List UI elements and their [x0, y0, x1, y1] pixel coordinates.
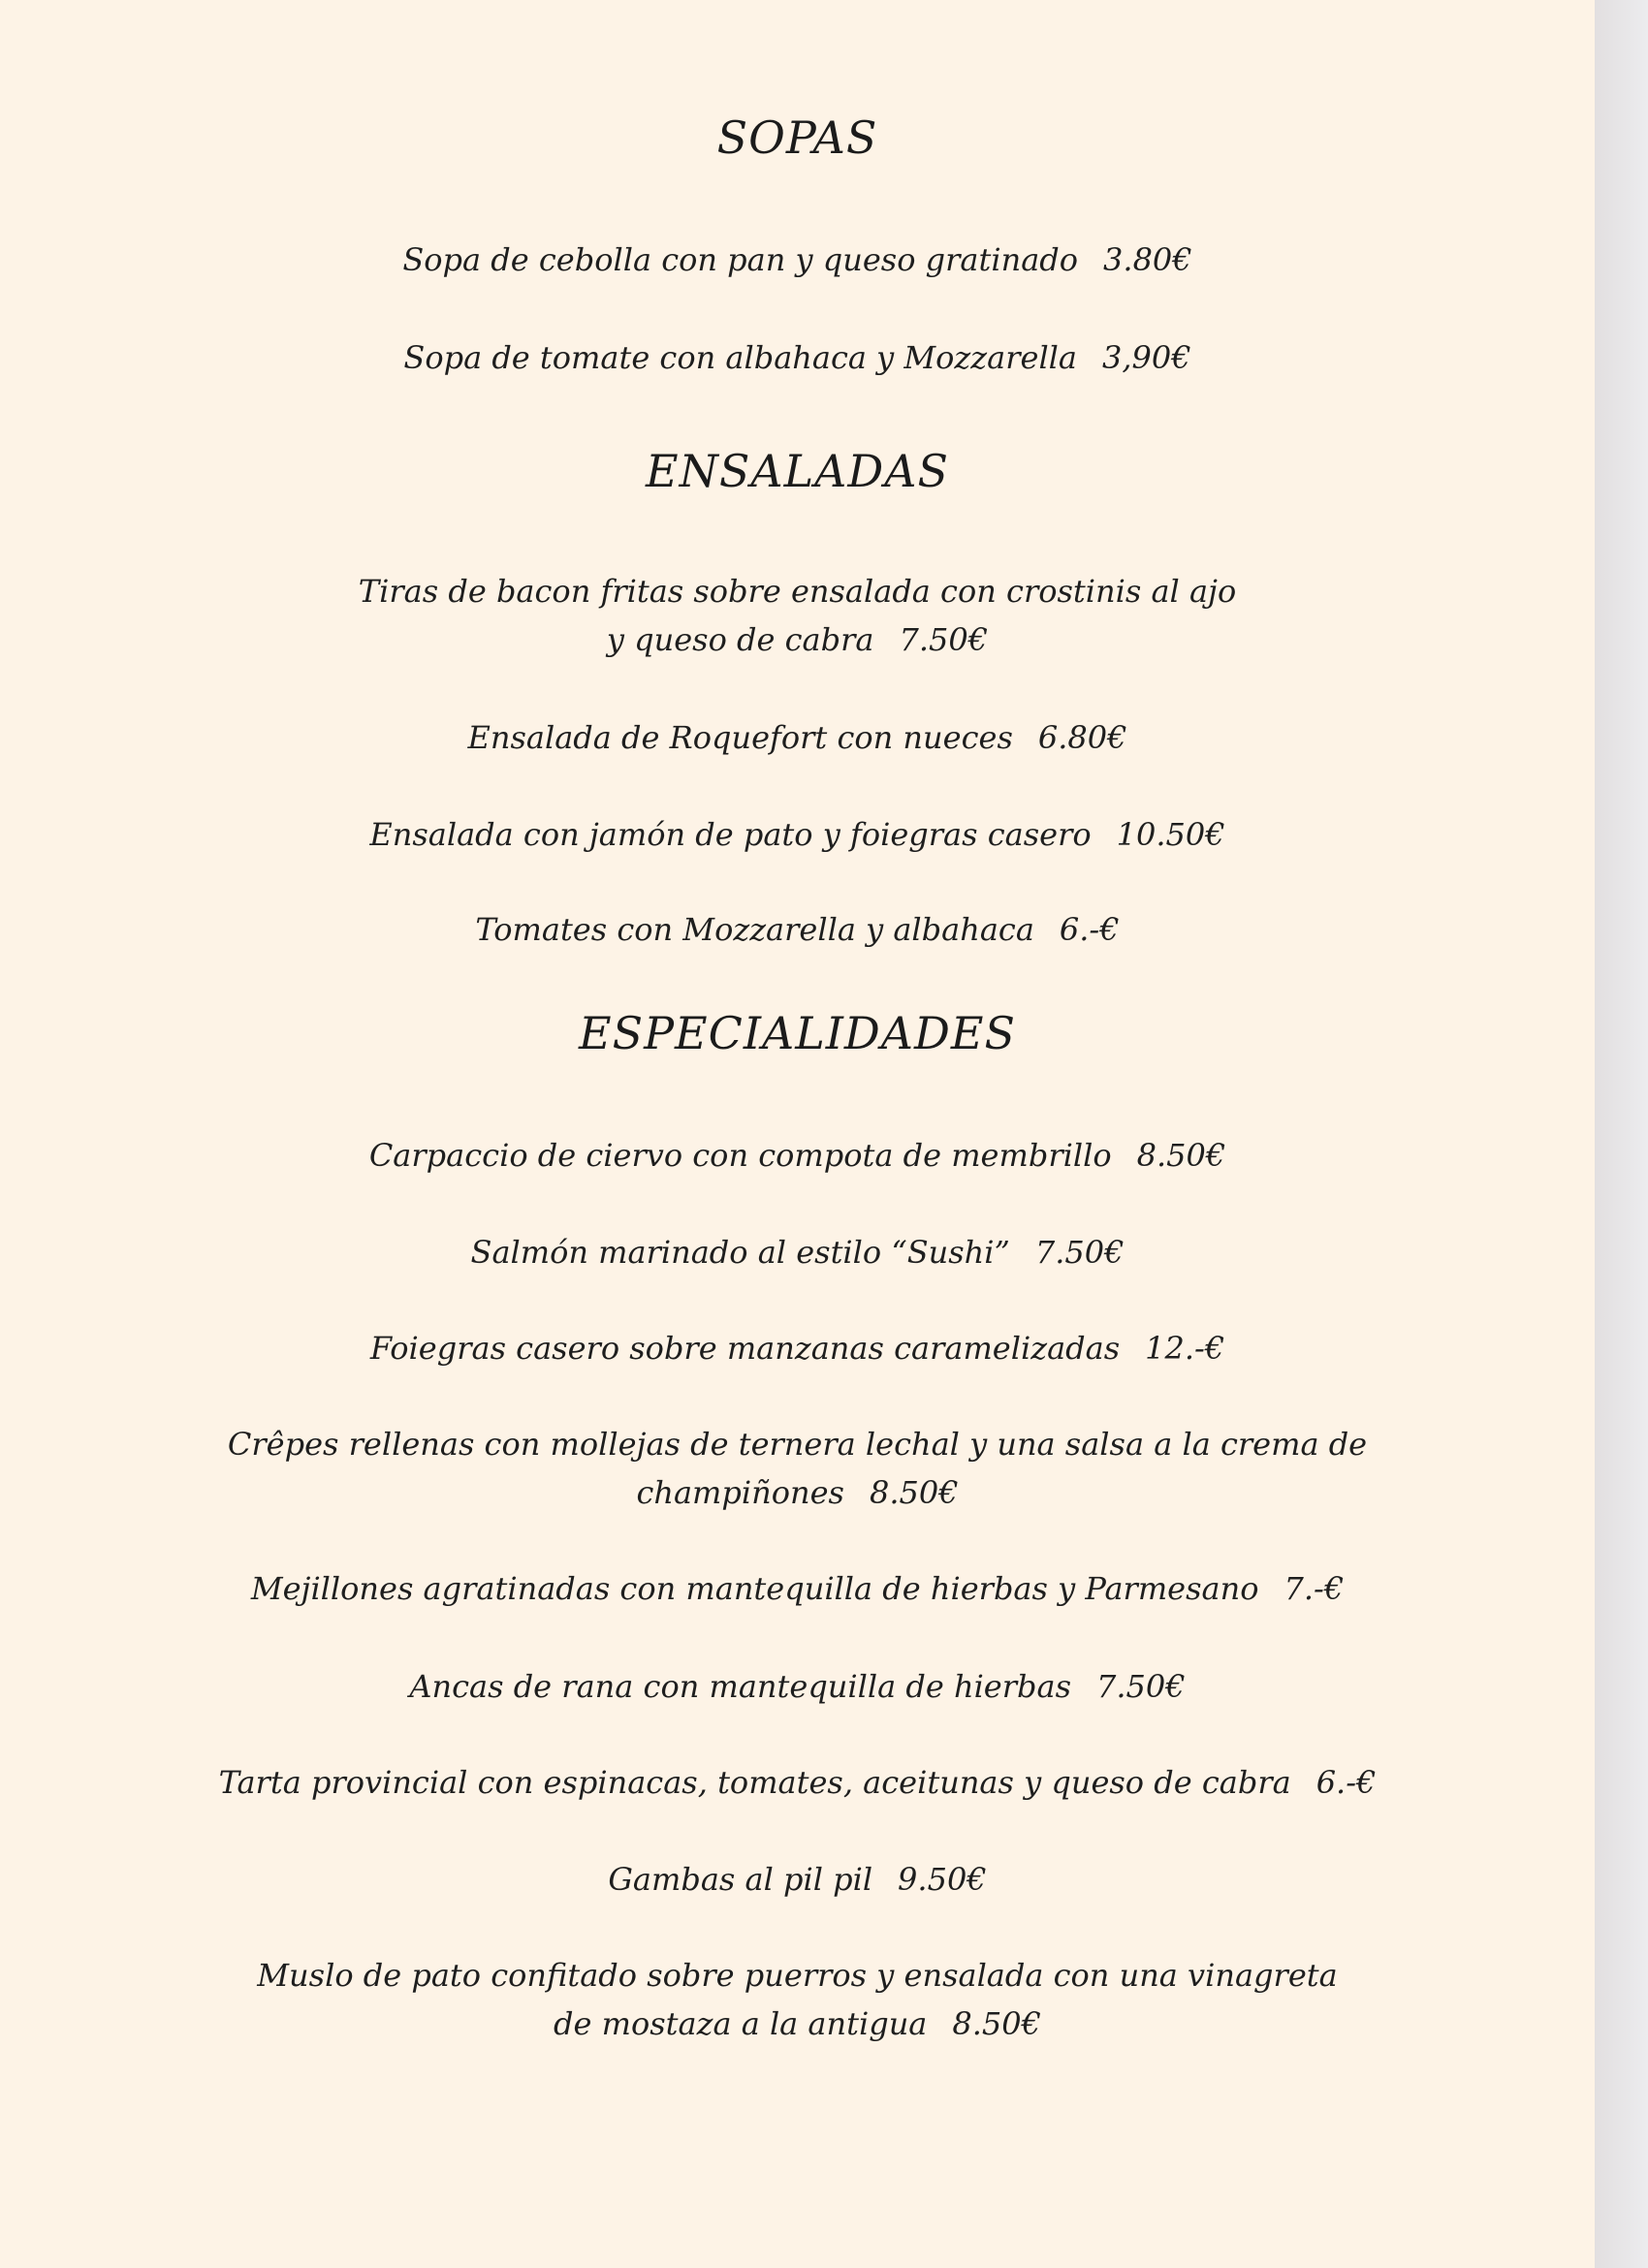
item-price: 8.50€ [1136, 1137, 1226, 1174]
item-price: 9.50€ [898, 1861, 987, 1898]
menu-item [0, 1662, 1595, 1711]
menu-item [0, 1564, 1595, 1613]
item-price: 3.80€ [1103, 241, 1192, 278]
item-name: y queso de cabra [606, 621, 874, 658]
item-price: 8.50€ [869, 1474, 959, 1511]
item-name-line [0, 1468, 1595, 1517]
section-especialidades [0, 1004, 1595, 1062]
item-name: champiñones [636, 1474, 844, 1511]
section-heading: ESPECIALIDADES [579, 1007, 1016, 1059]
item-name-line: Tiras de bacon fritas sobre ensalada con crostinis al ajo [358, 573, 1237, 610]
item-price: 6.80€ [1037, 719, 1127, 756]
item-name: Mejillones agratinadas con mantequilla de hierbas y Parmesano [250, 1570, 1259, 1607]
item-price: 6.-€ [1315, 1764, 1377, 1801]
item-name-line [0, 615, 1595, 664]
item-name: Gambas al pil pil [608, 1861, 873, 1898]
item-name: Salmón marinado al estilo “Sushi” [470, 1234, 1010, 1271]
item-name: de mostaza a la antigua [554, 2005, 928, 2042]
item-price: 6.-€ [1059, 911, 1120, 948]
item-price: 3,90€ [1101, 339, 1191, 376]
item-name: Sopa de tomate con albahaca y Mozzarella [403, 339, 1077, 376]
item-price: 7.50€ [899, 621, 989, 658]
item-name-line [0, 2000, 1595, 2048]
item-name-line: Muslo de pato confitado sobre puerros y ensalada con una vinagreta [257, 1957, 1338, 1994]
item-name: Sopa de cebolla con pan y queso gratinado [402, 241, 1079, 278]
menu-item [0, 567, 1595, 664]
item-price: 12.-€ [1145, 1330, 1225, 1367]
menu-item [0, 905, 1595, 954]
item-price: 10.50€ [1116, 816, 1225, 853]
item-name-line: Crêpes rellenas con mollejas de ternera lechal y una salsa a la crema de [227, 1426, 1368, 1463]
menu-item [0, 713, 1595, 762]
item-price: 7.-€ [1284, 1570, 1345, 1607]
menu-item [0, 1131, 1595, 1180]
item-name: Ensalada de Roquefort con nueces [467, 719, 1013, 756]
item-price: 7.50€ [1034, 1234, 1125, 1271]
menu-item [0, 1758, 1595, 1807]
menu-item [0, 333, 1595, 382]
item-name: Foiegras casero sobre manzanas caramelizadas [369, 1330, 1121, 1367]
item-name: Ancas de rana con mantequilla de hierbas [409, 1668, 1072, 1705]
menu-item [0, 1420, 1595, 1517]
section-heading: ENSALADAS [646, 445, 949, 497]
menu-item [0, 1855, 1595, 1904]
menu-item [0, 1951, 1595, 2048]
menu-item [0, 1228, 1595, 1276]
item-name: Tarta provincial con espinacas, tomates, aceitunas y queso de cabra [218, 1764, 1291, 1801]
scanner-background [1595, 0, 1648, 2268]
menu-item [0, 1324, 1595, 1372]
section-sopas [0, 109, 1595, 167]
item-price: 7.50€ [1096, 1668, 1186, 1705]
item-name: Tomates con Mozzarella y albahaca [475, 911, 1034, 948]
menu-item [0, 236, 1595, 284]
section-heading: SOPAS [716, 111, 878, 164]
section-ensaladas [0, 442, 1595, 500]
item-name: Ensalada con jamón de pato y foiegras casero [369, 816, 1092, 853]
item-name: Carpaccio de ciervo con compota de membrillo [368, 1137, 1112, 1174]
menu-item [0, 810, 1595, 859]
item-price: 8.50€ [952, 2005, 1041, 2042]
